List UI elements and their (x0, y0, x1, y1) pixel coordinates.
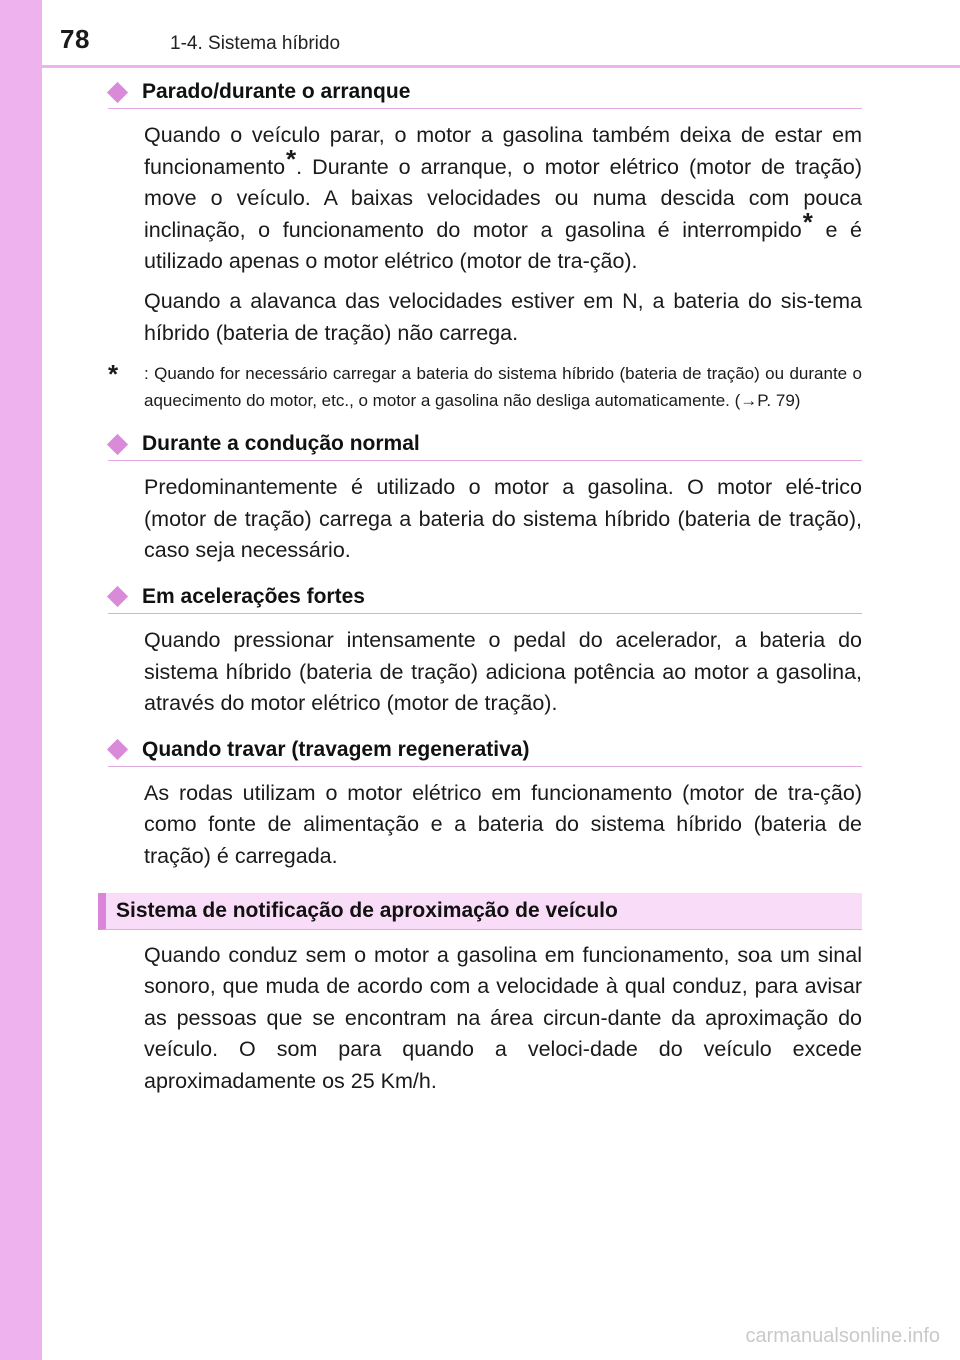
notification-heading-box (98, 893, 862, 930)
footnote-asterisk: * (802, 206, 813, 237)
paragraph: As rodas utilizam o motor elétrico em funcionamento (motor de tra-ção) como fonte de alimentação e a bateria do sistema híbrido (bateria de tração) é carregada. (144, 780, 862, 868)
paragraph: Quando a alavanca das velocidades estiver em N, a bateria do sis-tema híbrido (bateria de tração) não carrega. (144, 288, 862, 345)
notification-title: Sistema de notificação de aproximação de veículo (116, 898, 618, 922)
footnote (108, 360, 862, 414)
section-title: Quando travar (travagem regenerativa) (142, 737, 530, 761)
side-color-band (0, 0, 42, 1360)
footnote-star: * (108, 359, 119, 390)
watermark: carmanualsonline.info (745, 1325, 940, 1347)
footnote-text: : Quando for necessário carregar a bateria do sistema híbrido (bateria de tração) ou durante o aquecimento do motor, etc., o motor a gasolina não desliga automaticamente. (→P. 79) (144, 364, 862, 411)
diamond-icon (107, 81, 128, 102)
section-heading (108, 734, 862, 767)
section-heading (108, 76, 862, 109)
section-title: Parado/durante o arranque (142, 80, 411, 103)
paragraph-text: e é utilizado apenas o motor elétrico (motor de tra-ção). (144, 217, 862, 274)
section-title: Em acelerações fortes (142, 584, 365, 608)
paragraph: Quando pressionar intensamente o pedal do acelerador, a bateria do sistema híbrido (bateria de tração) adiciona potência ao motor a gasolina, através do motor elétrico (motor de tração). (144, 627, 862, 716)
section-travagem (108, 734, 862, 873)
footnote-mark (108, 360, 144, 414)
section-aceleracoes-fortes (108, 581, 862, 720)
footnote-asterisk: * (286, 143, 297, 174)
section-title: Durante a condução normal (142, 432, 420, 456)
paragraph-text: . Durante o arranque, o motor elétrico (motor de tração) move o veículo. A baixas velocidades ou numa descida com pouca inclinação, o funcionamento do motor a gasolina é interrompido (144, 154, 862, 242)
paragraph-text: Quando o veículo parar, o motor a gasolina também deixa de estar em funcionamento (144, 123, 862, 179)
section-parado (108, 76, 862, 414)
paragraph (144, 120, 862, 278)
page-content (108, 76, 862, 1097)
diamond-icon (107, 586, 128, 607)
section-heading (108, 428, 862, 461)
diamond-icon (107, 739, 128, 760)
paragraph: Predominantemente é utilizado o motor a gasolina. O motor elé-trico (motor de tração) carrega a bateria do sistema híbrido (bateria de tração), caso seja necessário. (144, 475, 862, 563)
section-heading (108, 581, 862, 614)
header-rule (42, 65, 960, 68)
diamond-icon (107, 434, 128, 455)
notification-paragraph: Quando conduz sem o motor a gasolina em funcionamento, soa um sinal sonoro, que muda de acordo com a velocidade à qual conduz, para avisar as pessoas que se encontram na área circun-dante da aproximação do veículo. O som para quando a veloci-dade do veículo excede aproximadamente os 25 Km/h. (144, 942, 862, 1093)
section-conducao-normal (108, 428, 862, 567)
chapter-title: 1-4. Sistema híbrido (170, 33, 341, 54)
page-number: 78 (60, 24, 90, 54)
